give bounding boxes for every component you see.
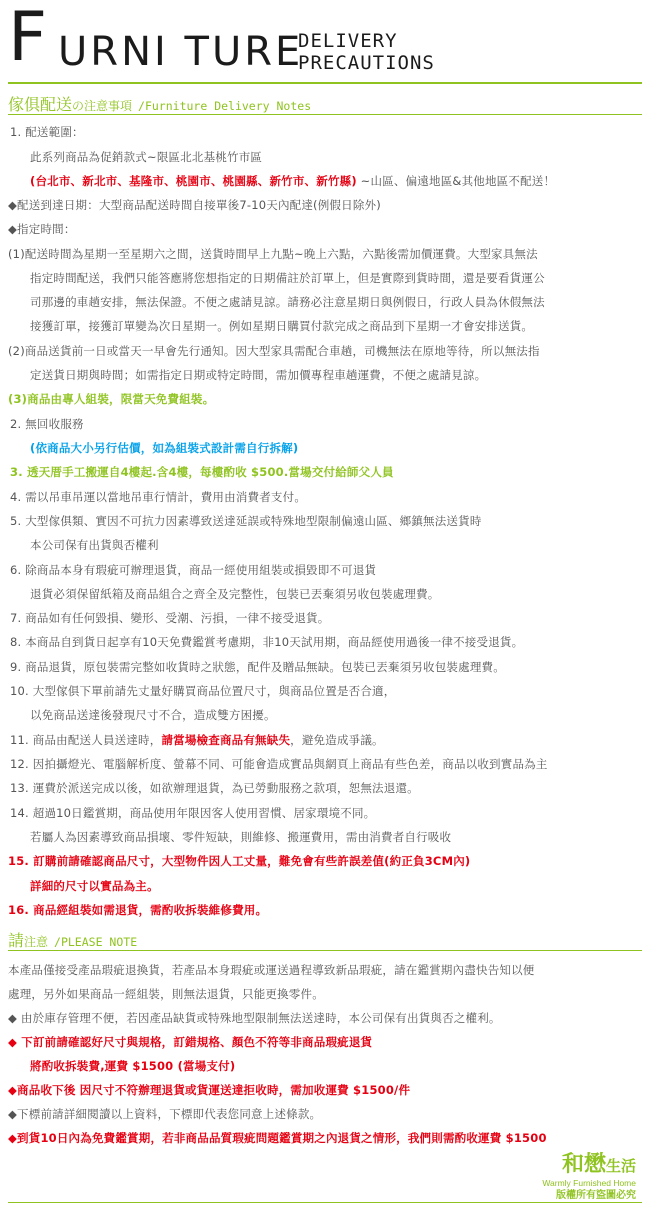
note-line: 若屬人為因素導致商品損壞、零件短缺，則維修、搬運費用，需由消費者自行吸收 (30, 830, 452, 844)
note-line: 接獲訂單，接獲訂單變為次日星期一。例如星期日購買付款完成之商品到下星期一才會安排送貨。 (30, 319, 534, 333)
note-line: ◆配送到達日期：大型商品配送時間自接單後7-10天內配達(例假日除外) (8, 198, 381, 212)
note-line-highlight: (3)商品由專人組裝，限當天免費組裝。 (8, 392, 215, 406)
header-subtitle-line2: PRECAUTIONS (298, 52, 435, 74)
regions-list: (台北市、新北市、基隆市、桃園市、桃園縣、新竹市、新竹縣) (30, 174, 357, 188)
notice-line-warning: ◆到貨10日內為免費鑑賞期，若非商品品質瑕疵問題鑑賞期之內退貨之情形，我們則需酌收運費 $1500 (8, 1131, 547, 1145)
note-line: 4. 需以吊車吊運以當地吊車行情計，費用由消費者支付。 (10, 490, 307, 504)
note-line-highlight: 3. 透天厝手工搬運自4樓起.含4樓，每樓酌收 $500.當場交付給師父人員 (10, 465, 394, 479)
note-line: 13. 運費於派送完成以後，如欲辦理退貨，為已勞動服務之款項，恕無法退還。 (10, 781, 419, 795)
inspection-highlight: 請當場檢查商品有無缺失 (161, 733, 291, 747)
note-line: 12. 因拍攝燈光、電腦解析度、螢幕不同、可能會造成實品與網頁上商品有些色差，商品以收到實品為主 (10, 757, 548, 771)
notice-line-warning: ◆商品收下後 因尺寸不符辦理退貨或貨運送達拒收時，需加收運費 $1500/件 (8, 1083, 411, 1097)
brand-name (526, 1153, 636, 1178)
note-line: 14. 超過10日鑑賞期，商品使用年限因客人使用習慣、居家環境不同。 (10, 806, 376, 820)
header-subtitle (298, 30, 435, 74)
notice-line: 本產品僅接受產品瑕疵退換貨，若產品本身瑕疵或運送過程導致新品瑕疵，請在鑑賞期內盡快告知以便 (8, 963, 535, 977)
note-line-warning: 15. 訂購前請確認商品尺寸，大型物件因人工丈量，難免會有些許誤差值(約正負3CM內) (8, 854, 471, 868)
section-title-en: /PLEASE NOTE (54, 935, 138, 949)
section-title-main: 請 (8, 931, 25, 950)
note-line: 6. 除商品本身有瑕疵可辦理退貨，商品一經使用組裝或損毀即不可退貨 (10, 563, 377, 577)
header-subtitle-line1: DELIVERY (298, 30, 398, 52)
brand-logo (526, 1153, 636, 1202)
notice-line: 處理，另外如果商品一經組裝，則無法退貨，只能更換零件。 (8, 987, 324, 1001)
notice-line: ◆下標前請詳細閱讀以上資料，下標即代表您同意上述條款。 (8, 1107, 322, 1121)
note-line-warning: 詳細的尺寸以實品為主。 (30, 879, 159, 893)
section-title-delivery-notes (8, 92, 311, 115)
notice-line: ◆ 由於庫存管理不便，若因產品缺貨或特殊地型限制無法送達時，本公司保有出貨與否之權利。 (8, 1011, 501, 1025)
brand-copyright: 版權所有盜圖必究 (556, 1190, 636, 1201)
header-word: URNI TURE (58, 29, 304, 75)
notice-line-warning: 將酌收拆裝費,運費 $1500 (當場支付) (30, 1059, 236, 1073)
inspection-suffix: ，避免造成爭議。 (290, 733, 384, 747)
brand-name-suffix: 生活 (605, 1157, 636, 1175)
note-line-highlight: (依商品大小另行估價，如為組裝式設計需自行拆解) (30, 441, 299, 455)
note-line: 10. 大型傢俱下單前請先丈量好購買商品位置尺寸，與商品位置是否合適， (10, 684, 396, 698)
note-line: (2)商品送貨前一日或當天一早會先行通知。因大型家具需配合車趟，司機無法在原地等待，所以無法指 (8, 344, 540, 358)
note-line: 定送貨日期與時間；如需指定日期或特定時間，需加價專程車趟運費，不便之處請見諒。 (30, 368, 487, 382)
brand-name-main: 和懋 (561, 1152, 606, 1177)
section-title-en: /Furniture Delivery Notes (138, 99, 312, 113)
note-line: 司那邊的車趟安排，無法保證。不便之處請見諒。請務必注意星期日與例假日，行政人員為休假無法 (30, 295, 545, 309)
note-line: 本公司保有出貨與否權利 (30, 538, 159, 552)
brand-tagline: Warmly Furnished Home (542, 1178, 636, 1188)
note-line: 以免商品送達後發現尺寸不合，造成雙方困擾。 (30, 708, 276, 722)
section-title-sub: 注意 (24, 935, 49, 949)
note-line: (1)配送時間為星期一至星期六之間，送貨時間早上九點~晚上六點，六點後需加價運費。大型家具無法 (8, 247, 538, 261)
section-title-please-note (8, 928, 137, 951)
note-line: 1. 配送範圍： (10, 125, 84, 139)
header-big-letter: F (8, 0, 46, 77)
divider (8, 1202, 642, 1203)
note-line: 2. 無回收服務 (10, 417, 84, 431)
notice-line-warning: ◆ 下訂前請確認好尺寸與規格，訂錯規格、顏色不符等非商品瑕疵退貨 (8, 1035, 373, 1049)
note-line-inspection (10, 732, 384, 748)
note-line: 指定時間配送，我們只能答應將您想指定的日期備註於訂單上，但是實際到貨時間，還是要看貨運公 (30, 271, 545, 285)
note-line-warning: 16. 商品經組裝如需退貨，需酌收拆裝維修費用。 (8, 903, 268, 917)
divider (8, 114, 642, 115)
header-banner (8, 0, 642, 82)
section-title-main: 傢俱配送 (8, 95, 73, 114)
regions-exclusion: ~山區、偏遠地區&其他地區不配送！ (356, 174, 556, 188)
note-line-regions (30, 173, 555, 189)
note-line: 9. 商品退貨，原包裝需完整如收貨時之狀態，配件及贈品無缺。包裝已丟棄須另收包裝處理費。 (10, 660, 505, 674)
note-line: 5. 大型傢俱類、實因不可抗力因素導致送達延誤或特殊地型限制偏遠山區、鄉鎮無法送貨時 (10, 514, 482, 528)
note-line: ◆指定時間： (8, 222, 76, 236)
note-line: 退貨必須保留紙箱及商品組合之齊全及完整性，包裝已丟棄須另收包裝處理費。 (30, 587, 440, 601)
note-line: 8. 本商品自到貨日起享有10天免費鑑賞考慮期，非10天試用期，商品經使用過後一律不接受退貨。 (10, 635, 524, 649)
note-line: 7. 商品如有任何毀損、變形、受潮、污損，一律不接受退貨。 (10, 611, 330, 625)
section-title-sub: の注意事項 (72, 99, 133, 113)
divider (8, 82, 642, 84)
note-line: 此系列商品為促銷款式~限區北北基桃竹市區 (30, 150, 263, 164)
inspection-prefix: 11. 商品由配送人員送達時， (10, 733, 162, 747)
divider (8, 950, 642, 951)
